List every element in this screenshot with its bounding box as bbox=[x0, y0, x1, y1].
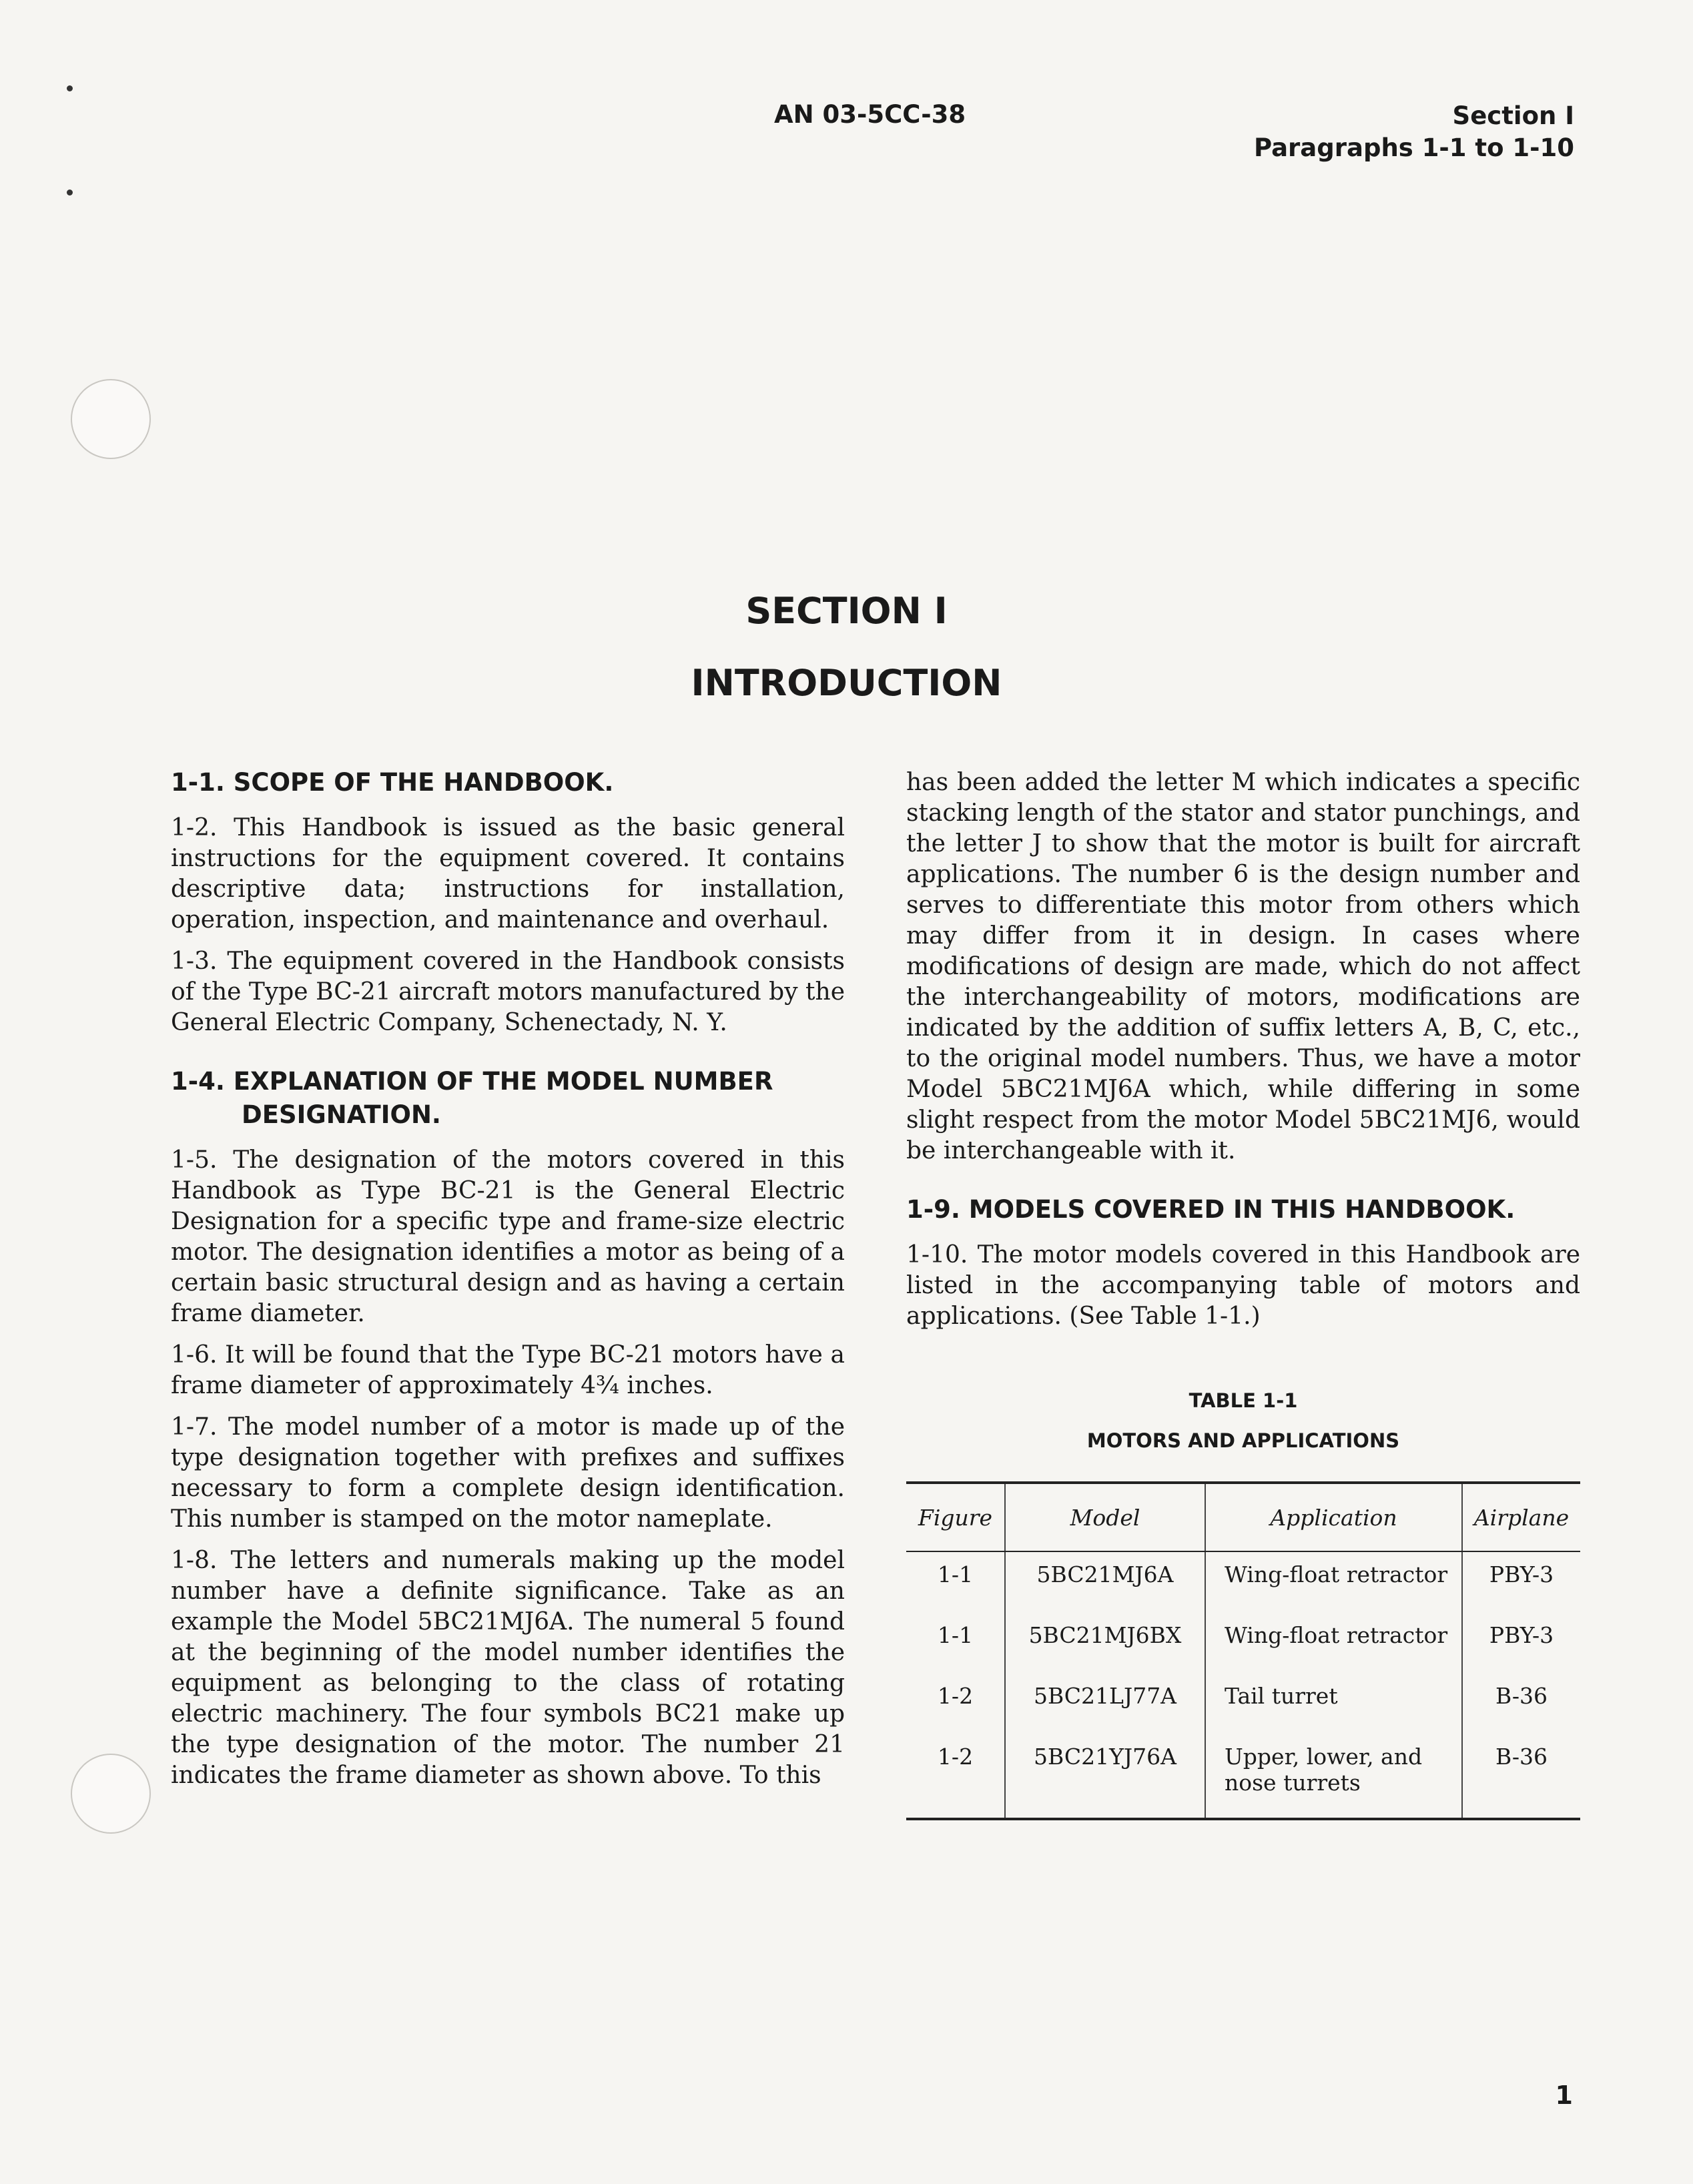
cell-application: Wing-float retractor bbox=[1205, 1613, 1462, 1674]
running-header bbox=[1254, 100, 1574, 164]
header-figure: Figure bbox=[906, 1483, 1005, 1551]
heading-model-number-line2: DESIGNATION. bbox=[242, 1100, 441, 1129]
page-number: 1 bbox=[1555, 2081, 1573, 2110]
heading-scope: 1-1. SCOPE OF THE HANDBOOK. bbox=[171, 768, 614, 797]
header-model: Model bbox=[1005, 1483, 1205, 1551]
cell-model: 5BC21YJ76A bbox=[1005, 1734, 1205, 1819]
punch-hole bbox=[71, 1754, 151, 1834]
motors-table bbox=[906, 1481, 1580, 1820]
cell-model: 5BC21LJ77A bbox=[1005, 1674, 1205, 1734]
cell-model: 5BC21MJ6BX bbox=[1005, 1613, 1205, 1674]
cell-application: Upper, lower, and nose turrets bbox=[1205, 1734, 1462, 1819]
table-row bbox=[906, 1734, 1580, 1819]
table-row bbox=[906, 1613, 1580, 1674]
cell-application: Tail turret bbox=[1205, 1674, 1462, 1734]
heading-model-number bbox=[171, 1065, 845, 1132]
table-header-row bbox=[906, 1483, 1580, 1551]
paragraph-1-5: 1-5. The designation of the motors covered in this Handbook as Type BC-21 is the General Electric Designation for a specific type and frame-size electric motor. The designation identifies a motor as being of a certain basic structural design and as having a certain frame diameter. bbox=[171, 1146, 845, 1327]
punch-mark bbox=[67, 190, 73, 196]
section-title: SECTION I bbox=[745, 590, 948, 632]
paragraph-1-10: 1-10. The motor models covered in this Handbook are listed in the accompanying table of motors and applications. (See Table 1-1.) bbox=[906, 1241, 1580, 1330]
paragraph-1-3: 1-3. The equipment covered in the Handbook consists of the Type BC-21 aircraft motors manufactured by the General Electric Company, Schenectady, N. Y. bbox=[171, 948, 845, 1036]
heading-models-covered: 1-9. MODELS COVERED IN THIS HANDBOOK. bbox=[906, 1195, 1515, 1224]
cell-model: 5BC21MJ6A bbox=[1005, 1551, 1205, 1613]
table-number: TABLE 1-1 bbox=[1189, 1389, 1298, 1412]
table-row bbox=[906, 1674, 1580, 1734]
paragraph-1-8: 1-8. The letters and numerals making up the model number have a definite significance. Take as an example the Model 5BC21MJ6A. The numeral 5 found at the beginning of the model number identifies the equipment as belonging to the class of rotating electric machinery. The four symbols BC21 make up the type designation of the motor. The number 21 indicates the frame diameter as shown above. To this bbox=[171, 1547, 845, 1789]
table-title: MOTORS AND APPLICATIONS bbox=[1086, 1429, 1400, 1452]
punch-mark bbox=[67, 85, 73, 91]
right-column bbox=[906, 767, 1580, 1332]
cell-airplane: PBY-3 bbox=[1462, 1613, 1580, 1674]
cell-figure: 1-2 bbox=[906, 1734, 1005, 1819]
heading-model-number-line1: 1-4. EXPLANATION OF THE MODEL NUMBER bbox=[171, 1067, 773, 1096]
header-airplane: Airplane bbox=[1462, 1483, 1580, 1551]
paragraph-1-2: 1-2. This Handbook is issued as the basic general instructions for the equipment covered. It contains descriptive data; instructions for installation, operation, inspection, and maintenance and overhaul. bbox=[171, 814, 845, 934]
cell-airplane: B-36 bbox=[1462, 1674, 1580, 1734]
paragraph-range: Paragraphs 1-1 to 1-10 bbox=[1253, 133, 1574, 162]
table-row bbox=[906, 1551, 1580, 1613]
paragraph-1-7: 1-7. The model number of a motor is made up of the type designation together with prefixes and suffixes necessary to form a complete design identification. This number is stamped on the motor nameplate. bbox=[171, 1413, 845, 1533]
section-name: INTRODUCTION bbox=[691, 662, 1002, 704]
cell-figure: 1-1 bbox=[937, 1561, 974, 1587]
document-number: AN 03-5CC-38 bbox=[774, 100, 966, 129]
paragraph-1-6: 1-6. It will be found that the Type BC-21 motors have a frame diameter of approximately 4¾ inches. bbox=[171, 1341, 845, 1399]
cell-figure: 1-2 bbox=[937, 1683, 974, 1709]
section-label: Section I bbox=[1452, 101, 1574, 130]
cell-application: Wing-float retractor bbox=[1205, 1551, 1462, 1613]
cell-airplane: PBY-3 bbox=[1462, 1551, 1580, 1613]
left-column bbox=[171, 766, 845, 1791]
cell-figure: 1-1 bbox=[937, 1622, 974, 1648]
paragraph-1-8-continued: has been added the letter M which indicates a specific stacking length of the stator and stator punchings, and the letter J to show that the motor is built for aircraft applications. The number 6 is the design number and serves to differentiate this motor from others which may differ from it in design. In cases where modifications of design are made, which do not affect the interchangeability of motors, modifications are indicated by the addition of suffix letters A, B, C, etc., to the original model numbers. Thus, we have a motor Model 5BC21MJ6A which, while differing in some slight respect from the motor Model 5BC21MJ6, would be interchangeable with it. bbox=[906, 769, 1580, 1164]
cell-airplane: B-36 bbox=[1462, 1734, 1580, 1819]
header-application: Application bbox=[1205, 1483, 1462, 1551]
punch-hole bbox=[71, 379, 151, 459]
